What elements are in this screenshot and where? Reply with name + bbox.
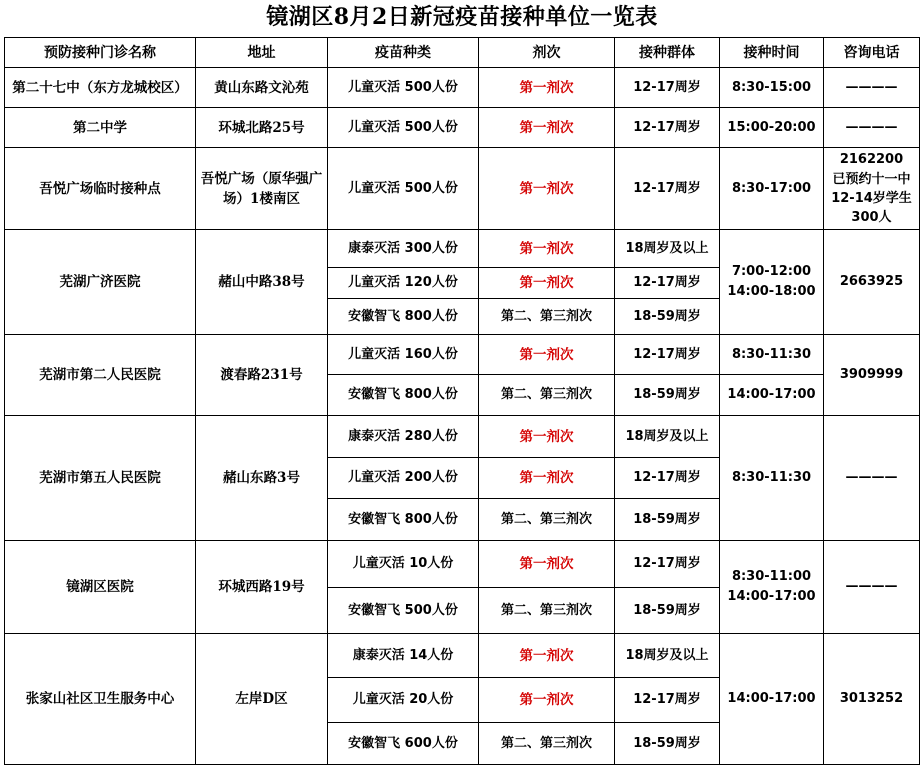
vaccine-type: 儿童灭活 500人份 bbox=[328, 68, 479, 108]
clinic-name: 芜湖市第二人民医院 bbox=[5, 335, 196, 416]
dose: 第二、第三剂次 bbox=[479, 588, 615, 634]
target-group: 12-17周岁 bbox=[615, 68, 720, 108]
header-group: 接种群体 bbox=[615, 38, 720, 68]
target-group: 18-59周岁 bbox=[615, 375, 720, 416]
phone-number: 3013252 bbox=[839, 691, 904, 706]
vaccine-type: 康泰灭活 280人份 bbox=[328, 416, 479, 458]
target-group: 12-17周岁 bbox=[615, 148, 720, 230]
table-row bbox=[5, 108, 920, 148]
target-group: 18-59周岁 bbox=[615, 299, 720, 335]
header-clinic-name: 预防接种门诊名称 bbox=[5, 38, 196, 68]
target-group: 18周岁及以上 bbox=[615, 634, 720, 678]
vaccine-type: 安徽智飞 800人份 bbox=[328, 375, 479, 416]
vaccination-time bbox=[720, 68, 824, 108]
clinic-address: 赭山东路3号 bbox=[196, 416, 328, 541]
vaccine-type: 儿童灭活 500人份 bbox=[328, 108, 479, 148]
target-group: 18-59周岁 bbox=[615, 588, 720, 634]
vaccination-time: 14:00-17:00 bbox=[720, 375, 824, 416]
clinic-name: 吾悦广场临时接种点 bbox=[5, 148, 196, 230]
dose: 第二、第三剂次 bbox=[479, 499, 615, 541]
clinic-name: 第二中学 bbox=[5, 108, 196, 148]
dose: 第一剂次 bbox=[479, 268, 615, 299]
vaccine-type: 儿童灭活 10人份 bbox=[328, 541, 479, 588]
clinic-address: 环城北路25号 bbox=[196, 108, 328, 148]
vaccination-table bbox=[4, 37, 920, 765]
clinic-address: 渡春路231号 bbox=[196, 335, 328, 416]
dose: 第一剂次 bbox=[479, 230, 615, 268]
vaccination-time bbox=[720, 416, 824, 541]
vaccination-time bbox=[720, 634, 824, 765]
dose: 第二、第三剂次 bbox=[479, 723, 615, 765]
phone-number: ———— bbox=[845, 470, 898, 485]
consult-phone bbox=[824, 230, 920, 335]
page-title: 镜湖区8月2日新冠疫苗接种单位一览表 bbox=[266, 4, 658, 30]
dose: 第一剂次 bbox=[479, 68, 615, 108]
target-group: 18-59周岁 bbox=[615, 723, 720, 765]
target-group: 12-17周岁 bbox=[615, 108, 720, 148]
time-line: 8:30-11:00 bbox=[731, 569, 812, 584]
vaccine-type: 安徽智飞 800人份 bbox=[328, 299, 479, 335]
clinic-address: 黄山东路文沁苑 bbox=[196, 68, 328, 108]
time-line: 14:00-17:00 bbox=[727, 691, 816, 706]
vaccine-type: 康泰灭活 300人份 bbox=[328, 230, 479, 268]
vaccination-time bbox=[720, 108, 824, 148]
vaccination-time bbox=[720, 230, 824, 335]
phone-note: 已预约十一中12-14岁学生300人 bbox=[831, 172, 912, 225]
target-group: 12-17周岁 bbox=[615, 678, 720, 723]
consult-phone bbox=[824, 335, 920, 416]
consult-phone bbox=[824, 541, 920, 634]
vaccine-type: 儿童灭活 500人份 bbox=[328, 148, 479, 230]
table-body bbox=[5, 68, 920, 765]
table-row bbox=[5, 335, 920, 375]
clinic-name: 张家山社区卫生服务中心 bbox=[5, 634, 196, 765]
header-dose: 剂次 bbox=[479, 38, 615, 68]
target-group: 18周岁及以上 bbox=[615, 230, 720, 268]
table-row bbox=[5, 148, 920, 230]
dose: 第一剂次 bbox=[479, 678, 615, 723]
dose: 第二、第三剂次 bbox=[479, 375, 615, 416]
consult-phone bbox=[824, 148, 920, 230]
vaccine-type: 儿童灭活 20人份 bbox=[328, 678, 479, 723]
vaccination-time: 8:30-11:30 bbox=[720, 335, 824, 375]
consult-phone bbox=[824, 108, 920, 148]
table-row bbox=[5, 541, 920, 588]
header-time: 接种时间 bbox=[720, 38, 824, 68]
clinic-address: 吾悦广场（原华强广场）1楼南区 bbox=[196, 148, 328, 230]
vaccine-type: 儿童灭活 200人份 bbox=[328, 458, 479, 499]
table-row bbox=[5, 634, 920, 678]
phone-number: ———— bbox=[845, 119, 898, 135]
dose: 第一剂次 bbox=[479, 541, 615, 588]
time-line: 8:30-15:00 bbox=[731, 79, 812, 95]
dose: 第一剂次 bbox=[479, 634, 615, 678]
target-group: 12-17周岁 bbox=[615, 541, 720, 588]
table-row bbox=[5, 416, 920, 458]
table-row bbox=[5, 230, 920, 268]
dose: 第一剂次 bbox=[479, 148, 615, 230]
time-line: 14:00-17:00 bbox=[727, 589, 816, 604]
vaccine-type: 康泰灭活 14人份 bbox=[328, 634, 479, 678]
vaccination-time bbox=[720, 148, 824, 230]
target-group: 12-17周岁 bbox=[615, 458, 720, 499]
header-vaccine-type: 疫苗种类 bbox=[328, 38, 479, 68]
clinic-address: 左岸D区 bbox=[196, 634, 328, 765]
consult-phone bbox=[824, 634, 920, 765]
clinic-name: 镜湖区医院 bbox=[5, 541, 196, 634]
phone-number: 2663925 bbox=[839, 274, 904, 289]
header-address: 地址 bbox=[196, 38, 328, 68]
phone-number: ———— bbox=[845, 79, 898, 95]
consult-phone bbox=[824, 68, 920, 108]
target-group: 18-59周岁 bbox=[615, 499, 720, 541]
clinic-address: 环城西路19号 bbox=[196, 541, 328, 634]
dose: 第一剂次 bbox=[479, 458, 615, 499]
consult-phone bbox=[824, 416, 920, 541]
clinic-address: 赭山中路38号 bbox=[196, 230, 328, 335]
time-line: 8:30-17:00 bbox=[731, 180, 812, 196]
time-line: 8:30-11:30 bbox=[731, 470, 812, 485]
target-group: 12-17周岁 bbox=[615, 335, 720, 375]
clinic-name: 芜湖广济医院 bbox=[5, 230, 196, 335]
dose: 第二、第三剂次 bbox=[479, 299, 615, 335]
time-line: 7:00-12:00 bbox=[731, 264, 812, 279]
dose: 第一剂次 bbox=[479, 335, 615, 375]
header-phone: 咨询电话 bbox=[824, 38, 920, 68]
vaccine-type: 儿童灭活 120人份 bbox=[328, 268, 479, 299]
table-row bbox=[5, 68, 920, 108]
phone-number: ———— bbox=[845, 579, 898, 594]
clinic-name: 芜湖市第五人民医院 bbox=[5, 416, 196, 541]
dose: 第一剂次 bbox=[479, 416, 615, 458]
vaccine-type: 儿童灭活 160人份 bbox=[328, 335, 479, 375]
time-line: 15:00-20:00 bbox=[727, 119, 816, 135]
vaccination-time bbox=[720, 541, 824, 634]
dose: 第一剂次 bbox=[479, 108, 615, 148]
target-group: 12-17周岁 bbox=[615, 268, 720, 299]
vaccine-type: 安徽智飞 600人份 bbox=[328, 723, 479, 765]
clinic-name: 第二十七中（东方龙城校区） bbox=[5, 68, 196, 108]
vaccine-type: 安徽智飞 800人份 bbox=[328, 499, 479, 541]
phone-number: 2162200 bbox=[839, 152, 904, 167]
vaccine-type: 安徽智飞 500人份 bbox=[328, 588, 479, 634]
time-line: 14:00-18:00 bbox=[727, 284, 816, 299]
phone-number: 3909999 bbox=[839, 367, 904, 382]
target-group: 18周岁及以上 bbox=[615, 416, 720, 458]
table-header-row bbox=[5, 38, 920, 68]
